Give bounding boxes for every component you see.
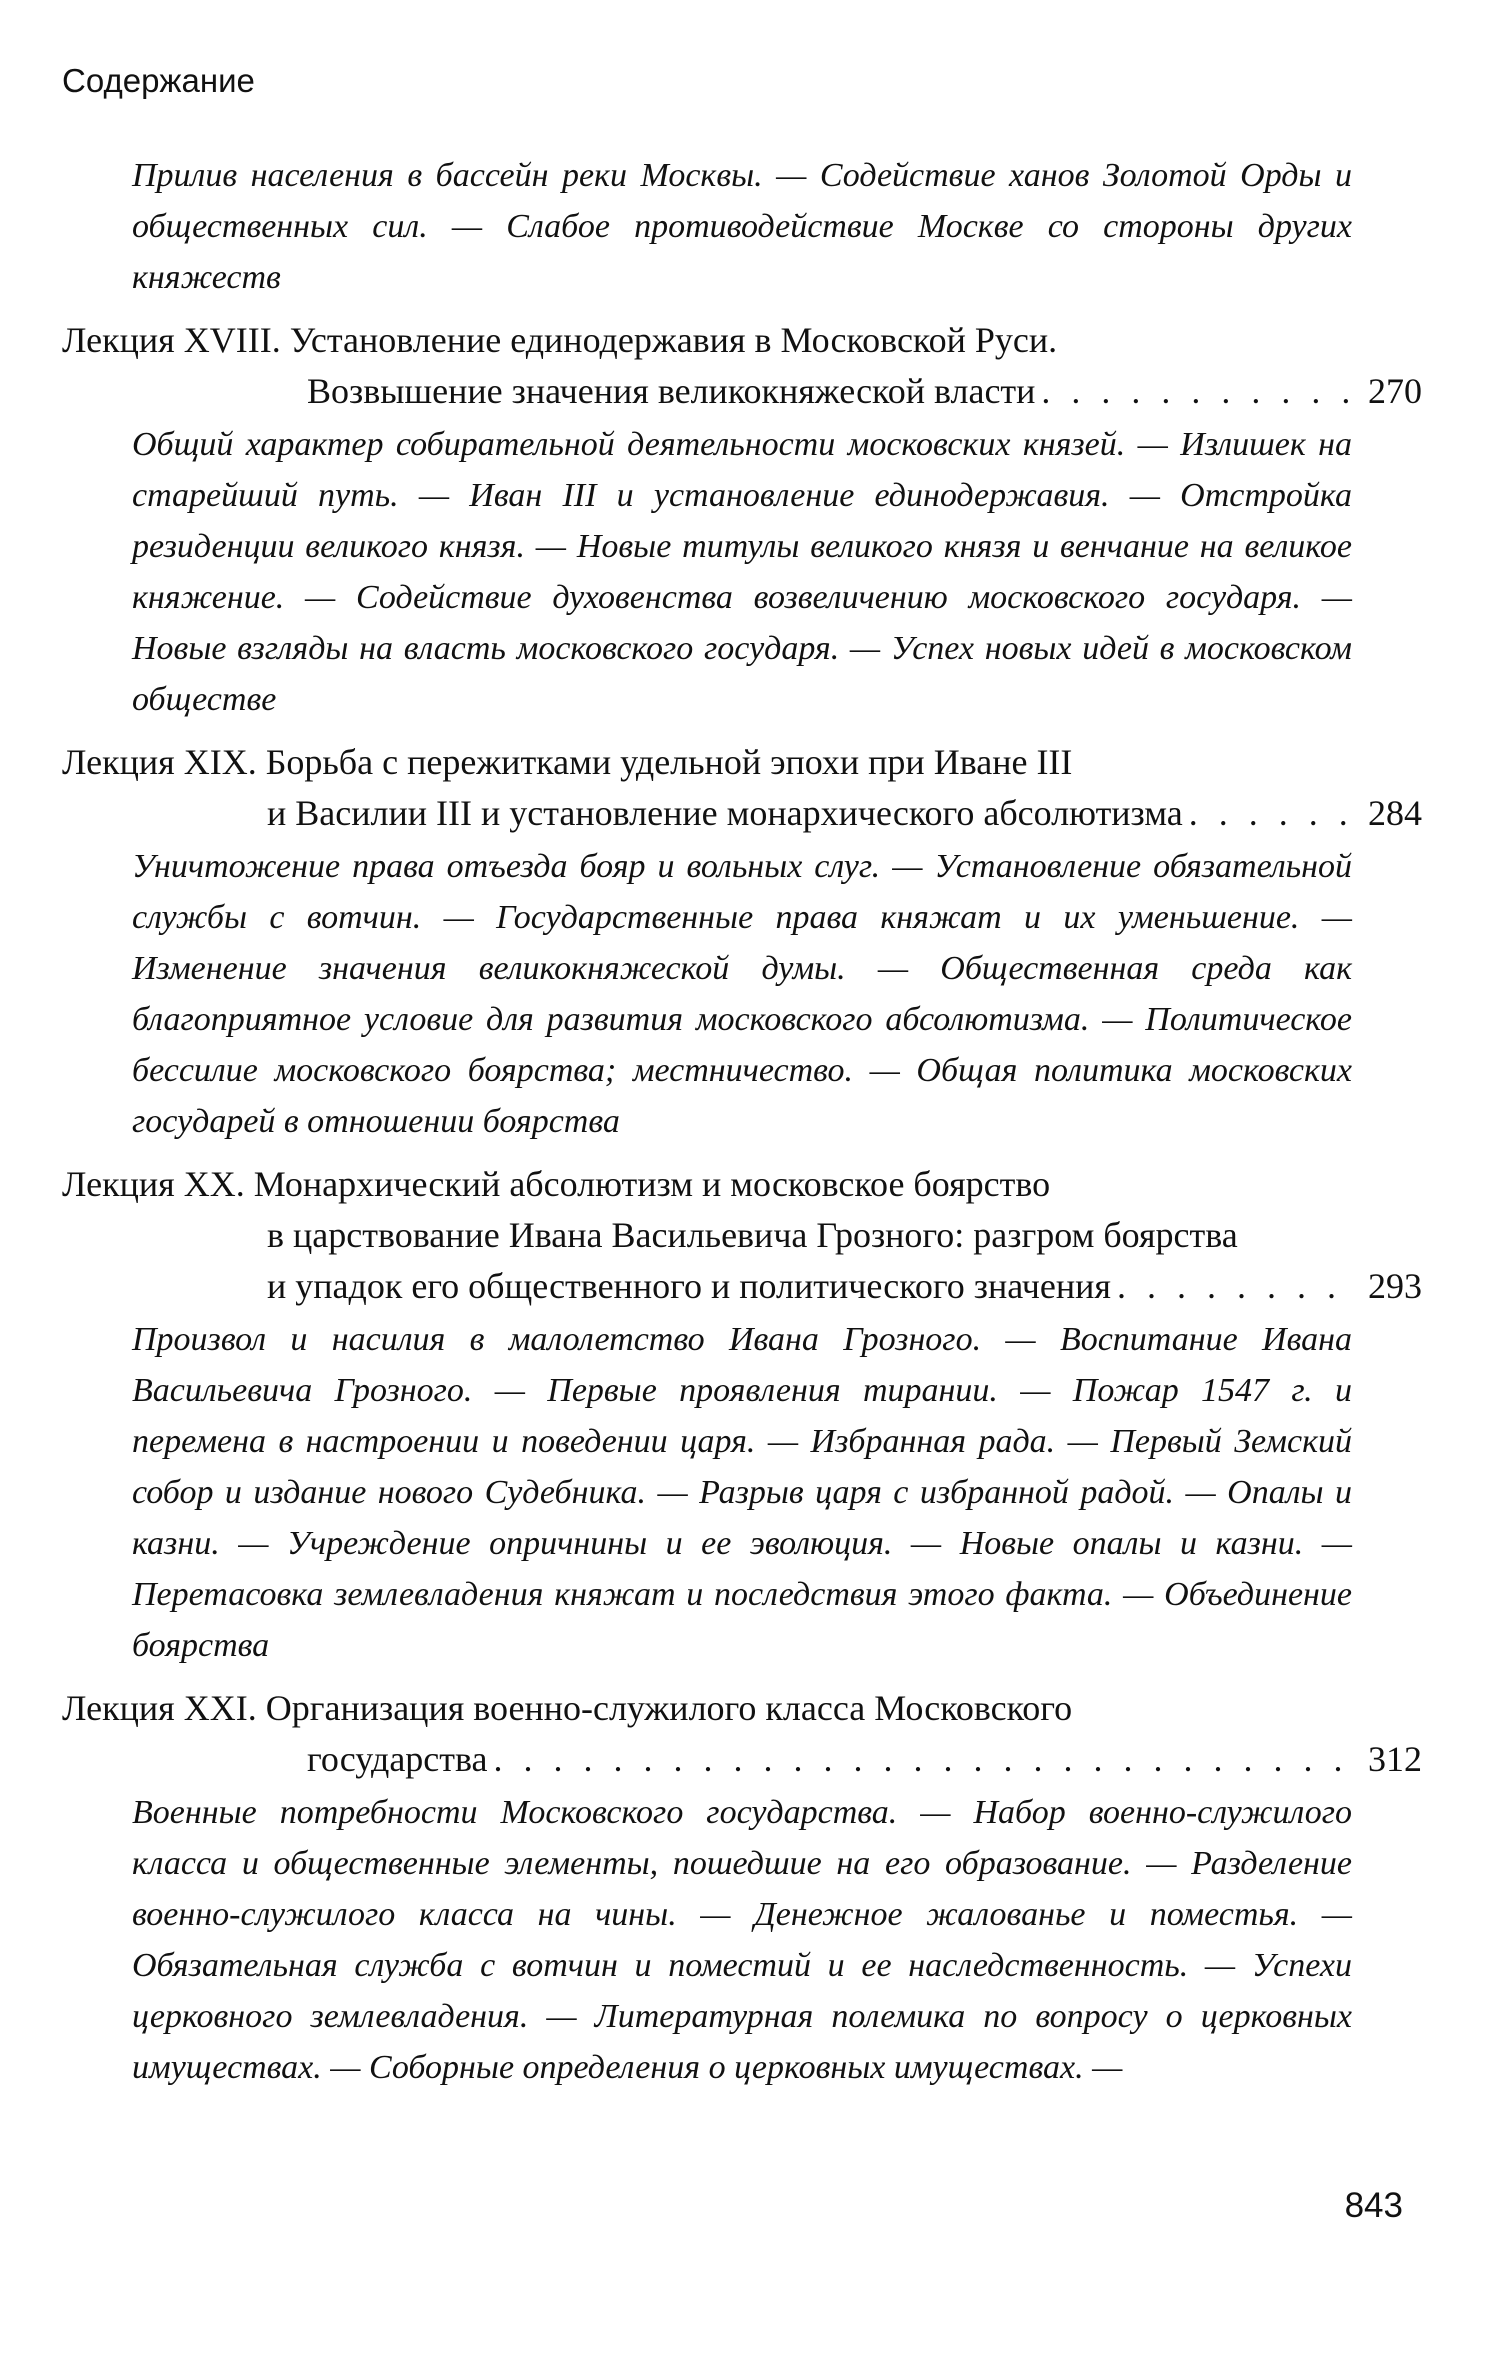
toc-entry-lecture-20[interactable] — [62, 1159, 1422, 1671]
dot-leader — [494, 1734, 1356, 1785]
page-ref: 312 — [1368, 1739, 1422, 1779]
page-number: 843 — [1344, 2186, 1403, 2225]
lecture-title-tail: Возвышение значения великокняжеской власти — [307, 371, 1036, 411]
dot-leader — [1189, 788, 1356, 839]
lecture-title-line: Лекция XX. Монархический абсолютизм и московское боярство — [62, 1164, 1051, 1204]
page-ref: 293 — [1368, 1266, 1422, 1306]
lecture-title-tail: и Василии III и установление монархического абсолютизма — [267, 793, 1183, 833]
lecture-abstract: Общий характер собирательной деятельности московских князей. — Излишек на старейший путь. — Иван III и установление единодержавия. — Отстройка резиденции великого князя. — Новые титулы великого князя и венчание на великое княжение. — Содействие духовенства возвеличению московского государя. — Новые взгляды на власть московского государя. — Успех новых идей в московском обществе — [132, 426, 1352, 718]
lecture-title-leader-line — [62, 788, 1422, 839]
dot-leader — [1041, 366, 1356, 417]
page-ref: 284 — [1368, 793, 1422, 833]
lecture-title — [62, 1159, 1422, 1312]
toc-entry-lecture-19[interactable] — [62, 737, 1422, 1147]
toc-entry-lecture-21[interactable] — [62, 1683, 1422, 2093]
intro-abstract: Прилив населения в бассейн реки Москвы. — Содействие ханов Золотой Орды и общественных сил. — Слабое противодействие Москве со стороны других княжеств — [132, 157, 1352, 296]
lecture-title-line: в царствование Ивана Васильевича Грозного: разгром боярства — [267, 1215, 1238, 1255]
lecture-title-line: Лекция XXI. Организация военно-служилого класса Московского — [62, 1688, 1073, 1728]
lecture-title-line: Лекция XIX. Борьба с пережитками удельной эпохи при Иване III — [62, 742, 1073, 782]
lecture-title — [62, 737, 1422, 839]
toc-content — [62, 150, 1422, 2093]
lecture-title — [62, 315, 1422, 417]
lecture-abstract: Военные потребности Московского государства. — Набор военно-служилого класса и общественные элементы, пошедшие на его образование. — Разделение военно-служилого класса на чины. — Денежное жалованье и поместья. — Обязательная служба с вотчин и поместий и ее наследственность. — Успехи церковного землевладения. — Литературная полемика по вопросу о церковных имуществах. — Соборные определения о церковных имуществах. — — [132, 1794, 1352, 2086]
dot-leader — [1117, 1261, 1356, 1312]
lecture-abstract: Произвол и насилия в малолетство Ивана Грозного. — Воспитание Ивана Васильевича Грозного. — Первые проявления тирании. — Пожар 1547 г. и перемена в настроении и поведении царя. — Избранная рада. — Первый Земский собор и издание нового Судебника. — Разрыв царя с избранной радой. — Опалы и казни. — Учреждение опричнины и ее эволюция. — Новые опалы и казни. — Перетасовка землевладения княжат и последствия этого факта. — Объединение боярства — [132, 1321, 1352, 1664]
lecture-abstract: Уничтожение права отъезда бояр и вольных слуг. — Установление обязательной службы с вотчин. — Государственные права княжат и их уменьшение. — Изменение значения великокняжеской думы. — Общественная среда как благоприятное условие для развития московского абсолютизма. — Политическое бессилие московского боярства; местничество. — Общая политика московских государей в отношении боярства — [132, 848, 1352, 1140]
page-ref: 270 — [1368, 371, 1422, 411]
lecture-title-line: Лекция XVIII. Установление единодержавия в Московской Руси. — [62, 320, 1058, 360]
lecture-title — [62, 1683, 1422, 1785]
lecture-title-tail: и упадок его общественного и политического значения — [267, 1266, 1111, 1306]
lecture-title-tail: государства — [307, 1739, 488, 1779]
lecture-title-leader-line — [62, 1261, 1422, 1312]
toc-entry-lecture-18[interactable] — [62, 315, 1422, 725]
lecture-title-leader-line — [62, 1734, 1422, 1785]
lecture-title-leader-line — [62, 366, 1422, 417]
running-head: Содержание — [62, 62, 255, 99]
